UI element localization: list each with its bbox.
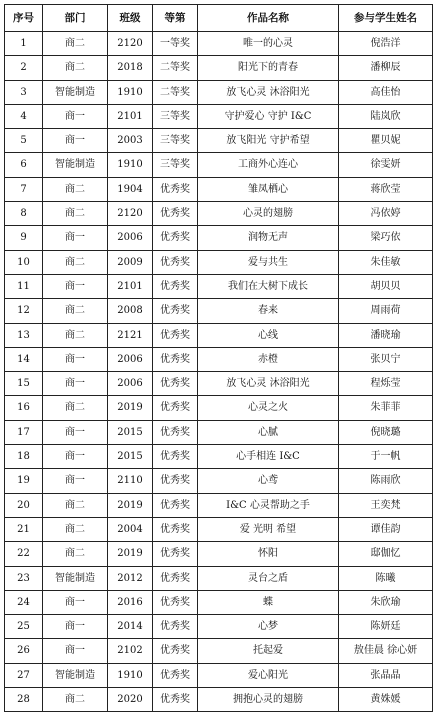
cell-index: 9 bbox=[5, 226, 43, 250]
cell-work-title: 蝶 bbox=[198, 590, 339, 614]
table-row bbox=[5, 493, 433, 517]
cell-grade: 优秀奖 bbox=[153, 274, 198, 298]
cell-class: 2101 bbox=[108, 274, 153, 298]
cell-students: 陈曦 bbox=[339, 566, 433, 590]
cell-index: 10 bbox=[5, 250, 43, 274]
cell-students: 周雨荷 bbox=[339, 299, 433, 323]
cell-work-title: 工商外心连心 bbox=[198, 153, 339, 177]
cell-work-title: 灵台之盾 bbox=[198, 566, 339, 590]
cell-department: 商一 bbox=[43, 274, 108, 298]
cell-work-title: 我们在大树下成长 bbox=[198, 274, 339, 298]
cell-class: 2015 bbox=[108, 445, 153, 469]
table-row bbox=[5, 663, 433, 687]
table-row bbox=[5, 202, 433, 226]
table-row bbox=[5, 372, 433, 396]
cell-work-title: 爱心阳光 bbox=[198, 663, 339, 687]
table-row bbox=[5, 226, 433, 250]
table-body bbox=[5, 32, 433, 712]
cell-index: 3 bbox=[5, 80, 43, 104]
cell-students: 朱佳敏 bbox=[339, 250, 433, 274]
cell-department: 商二 bbox=[43, 177, 108, 201]
cell-department: 商一 bbox=[43, 372, 108, 396]
cell-department: 智能制造 bbox=[43, 153, 108, 177]
cell-work-title: 心腻 bbox=[198, 420, 339, 444]
cell-work-title: 心灵之火 bbox=[198, 396, 339, 420]
cell-department: 商一 bbox=[43, 347, 108, 371]
cell-work-title: 放飞阳光 守护希望 bbox=[198, 129, 339, 153]
cell-work-title: 雏凤栖心 bbox=[198, 177, 339, 201]
cell-index: 1 bbox=[5, 32, 43, 56]
cell-students: 朱欣瑜 bbox=[339, 590, 433, 614]
table-row bbox=[5, 80, 433, 104]
cell-grade: 优秀奖 bbox=[153, 250, 198, 274]
cell-grade: 优秀奖 bbox=[153, 615, 198, 639]
cell-grade: 二等奖 bbox=[153, 56, 198, 80]
cell-work-title: 守护爱心 守护 I&C bbox=[198, 104, 339, 128]
cell-department: 商一 bbox=[43, 445, 108, 469]
cell-students: 陈雨欣 bbox=[339, 469, 433, 493]
cell-grade: 优秀奖 bbox=[153, 566, 198, 590]
cell-students: 徐雯妍 bbox=[339, 153, 433, 177]
cell-class: 2110 bbox=[108, 469, 153, 493]
award-table-container bbox=[4, 4, 432, 712]
cell-class: 2019 bbox=[108, 493, 153, 517]
cell-work-title: 心鸢 bbox=[198, 469, 339, 493]
cell-students: 邸伽忆 bbox=[339, 542, 433, 566]
cell-work-title: 爱与共生 bbox=[198, 250, 339, 274]
cell-department: 商二 bbox=[43, 56, 108, 80]
cell-index: 22 bbox=[5, 542, 43, 566]
cell-department: 商二 bbox=[43, 299, 108, 323]
cell-grade: 优秀奖 bbox=[153, 177, 198, 201]
table-row bbox=[5, 542, 433, 566]
cell-work-title: 春来 bbox=[198, 299, 339, 323]
cell-index: 15 bbox=[5, 372, 43, 396]
cell-grade: 优秀奖 bbox=[153, 226, 198, 250]
cell-index: 2 bbox=[5, 56, 43, 80]
cell-index: 12 bbox=[5, 299, 43, 323]
cell-work-title: 托起爱 bbox=[198, 639, 339, 663]
cell-index: 17 bbox=[5, 420, 43, 444]
cell-students: 梁巧依 bbox=[339, 226, 433, 250]
cell-grade: 优秀奖 bbox=[153, 663, 198, 687]
header-department: 部门 bbox=[43, 5, 108, 32]
cell-index: 19 bbox=[5, 469, 43, 493]
cell-work-title: 赤橙 bbox=[198, 347, 339, 371]
cell-students: 张贝宁 bbox=[339, 347, 433, 371]
cell-class: 2015 bbox=[108, 420, 153, 444]
table-row bbox=[5, 639, 433, 663]
table-row bbox=[5, 250, 433, 274]
cell-class: 1910 bbox=[108, 153, 153, 177]
cell-department: 商二 bbox=[43, 688, 108, 712]
table-row bbox=[5, 104, 433, 128]
cell-students: 冯依婷 bbox=[339, 202, 433, 226]
table-row bbox=[5, 615, 433, 639]
cell-grade: 优秀奖 bbox=[153, 323, 198, 347]
cell-department: 商二 bbox=[43, 202, 108, 226]
header-row bbox=[5, 5, 433, 32]
cell-index: 4 bbox=[5, 104, 43, 128]
cell-grade: 优秀奖 bbox=[153, 517, 198, 541]
cell-class: 2004 bbox=[108, 517, 153, 541]
cell-department: 商二 bbox=[43, 542, 108, 566]
cell-grade: 三等奖 bbox=[153, 153, 198, 177]
cell-department: 商一 bbox=[43, 420, 108, 444]
cell-grade: 优秀奖 bbox=[153, 469, 198, 493]
cell-grade: 优秀奖 bbox=[153, 299, 198, 323]
cell-department: 商一 bbox=[43, 590, 108, 614]
cell-students: 倪晓璐 bbox=[339, 420, 433, 444]
cell-department: 商一 bbox=[43, 469, 108, 493]
cell-department: 商一 bbox=[43, 615, 108, 639]
cell-class: 2019 bbox=[108, 542, 153, 566]
cell-students: 潘柳辰 bbox=[339, 56, 433, 80]
cell-class: 2121 bbox=[108, 323, 153, 347]
cell-students: 陈妍廷 bbox=[339, 615, 433, 639]
cell-students: 于一帆 bbox=[339, 445, 433, 469]
cell-students: 潘晓瑜 bbox=[339, 323, 433, 347]
cell-class: 2020 bbox=[108, 688, 153, 712]
table-row bbox=[5, 32, 433, 56]
cell-department: 智能制造 bbox=[43, 663, 108, 687]
award-table bbox=[4, 4, 433, 712]
cell-work-title: 心梦 bbox=[198, 615, 339, 639]
cell-students: 倪浩洋 bbox=[339, 32, 433, 56]
cell-grade: 优秀奖 bbox=[153, 347, 198, 371]
cell-class: 2006 bbox=[108, 226, 153, 250]
cell-index: 23 bbox=[5, 566, 43, 590]
cell-index: 8 bbox=[5, 202, 43, 226]
cell-class: 2018 bbox=[108, 56, 153, 80]
cell-class: 2003 bbox=[108, 129, 153, 153]
cell-work-title: 润物无声 bbox=[198, 226, 339, 250]
cell-grade: 优秀奖 bbox=[153, 493, 198, 517]
table-row bbox=[5, 590, 433, 614]
cell-work-title: 放飞心灵 沐浴阳光 bbox=[198, 372, 339, 396]
table-row bbox=[5, 517, 433, 541]
cell-class: 2019 bbox=[108, 396, 153, 420]
table-row bbox=[5, 129, 433, 153]
cell-index: 28 bbox=[5, 688, 43, 712]
table-row bbox=[5, 688, 433, 712]
cell-students: 陆岚欣 bbox=[339, 104, 433, 128]
cell-students: 瞿贝妮 bbox=[339, 129, 433, 153]
cell-work-title: 阳光下的青春 bbox=[198, 56, 339, 80]
cell-grade: 优秀奖 bbox=[153, 590, 198, 614]
cell-work-title: 爱 光明 希望 bbox=[198, 517, 339, 541]
cell-class: 2008 bbox=[108, 299, 153, 323]
cell-department: 智能制造 bbox=[43, 566, 108, 590]
cell-students: 谭佳韵 bbox=[339, 517, 433, 541]
cell-students: 程烁莹 bbox=[339, 372, 433, 396]
cell-department: 商二 bbox=[43, 32, 108, 56]
cell-index: 25 bbox=[5, 615, 43, 639]
cell-students: 蒋欣莹 bbox=[339, 177, 433, 201]
cell-students: 王奕梵 bbox=[339, 493, 433, 517]
cell-students: 高佳怡 bbox=[339, 80, 433, 104]
cell-grade: 优秀奖 bbox=[153, 639, 198, 663]
cell-work-title: I&C 心灵帮助之手 bbox=[198, 493, 339, 517]
cell-grade: 三等奖 bbox=[153, 104, 198, 128]
cell-students: 胡贝贝 bbox=[339, 274, 433, 298]
cell-department: 智能制造 bbox=[43, 80, 108, 104]
cell-department: 商二 bbox=[43, 493, 108, 517]
cell-work-title: 心线 bbox=[198, 323, 339, 347]
cell-grade: 优秀奖 bbox=[153, 688, 198, 712]
cell-index: 11 bbox=[5, 274, 43, 298]
cell-index: 18 bbox=[5, 445, 43, 469]
cell-index: 20 bbox=[5, 493, 43, 517]
cell-class: 2014 bbox=[108, 615, 153, 639]
table-row bbox=[5, 299, 433, 323]
cell-class: 2006 bbox=[108, 347, 153, 371]
cell-class: 2120 bbox=[108, 202, 153, 226]
cell-class: 1904 bbox=[108, 177, 153, 201]
cell-class: 2102 bbox=[108, 639, 153, 663]
cell-class: 2012 bbox=[108, 566, 153, 590]
cell-class: 2120 bbox=[108, 32, 153, 56]
table-row bbox=[5, 566, 433, 590]
cell-index: 13 bbox=[5, 323, 43, 347]
cell-work-title: 心手相连 I&C bbox=[198, 445, 339, 469]
header-index: 序号 bbox=[5, 5, 43, 32]
cell-index: 21 bbox=[5, 517, 43, 541]
cell-index: 7 bbox=[5, 177, 43, 201]
table-row bbox=[5, 347, 433, 371]
cell-index: 26 bbox=[5, 639, 43, 663]
cell-grade: 优秀奖 bbox=[153, 420, 198, 444]
table-row bbox=[5, 445, 433, 469]
cell-work-title: 怀阳 bbox=[198, 542, 339, 566]
cell-class: 2016 bbox=[108, 590, 153, 614]
table-row bbox=[5, 469, 433, 493]
cell-grade: 三等奖 bbox=[153, 129, 198, 153]
cell-department: 商一 bbox=[43, 639, 108, 663]
header-grade: 等第 bbox=[153, 5, 198, 32]
cell-students: 敖佳晨 徐心妍 bbox=[339, 639, 433, 663]
cell-class: 2009 bbox=[108, 250, 153, 274]
cell-index: 27 bbox=[5, 663, 43, 687]
header-class: 班级 bbox=[108, 5, 153, 32]
cell-work-title: 唯一的心灵 bbox=[198, 32, 339, 56]
header-work-title: 作品名称 bbox=[198, 5, 339, 32]
cell-grade: 优秀奖 bbox=[153, 202, 198, 226]
cell-grade: 优秀奖 bbox=[153, 445, 198, 469]
cell-index: 14 bbox=[5, 347, 43, 371]
cell-index: 6 bbox=[5, 153, 43, 177]
table-row bbox=[5, 396, 433, 420]
cell-students: 张晶晶 bbox=[339, 663, 433, 687]
table-row bbox=[5, 177, 433, 201]
cell-grade: 优秀奖 bbox=[153, 372, 198, 396]
cell-work-title: 放飞心灵 沐浴阳光 bbox=[198, 80, 339, 104]
cell-department: 商一 bbox=[43, 104, 108, 128]
cell-department: 商一 bbox=[43, 226, 108, 250]
cell-index: 5 bbox=[5, 129, 43, 153]
cell-class: 1910 bbox=[108, 80, 153, 104]
cell-work-title: 拥抱心灵的翅膀 bbox=[198, 688, 339, 712]
header-students: 参与学生姓名 bbox=[339, 5, 433, 32]
cell-work-title: 心灵的翅膀 bbox=[198, 202, 339, 226]
cell-students: 黄姝媛 bbox=[339, 688, 433, 712]
cell-grade: 优秀奖 bbox=[153, 396, 198, 420]
cell-department: 商二 bbox=[43, 396, 108, 420]
cell-class: 2006 bbox=[108, 372, 153, 396]
cell-grade: 一等奖 bbox=[153, 32, 198, 56]
cell-grade: 二等奖 bbox=[153, 80, 198, 104]
table-row bbox=[5, 323, 433, 347]
cell-department: 商二 bbox=[43, 323, 108, 347]
cell-grade: 优秀奖 bbox=[153, 542, 198, 566]
table-row bbox=[5, 153, 433, 177]
cell-index: 16 bbox=[5, 396, 43, 420]
table-row bbox=[5, 420, 433, 444]
cell-department: 商二 bbox=[43, 517, 108, 541]
table-row bbox=[5, 274, 433, 298]
cell-department: 商一 bbox=[43, 129, 108, 153]
cell-students: 朱菲菲 bbox=[339, 396, 433, 420]
cell-department: 商二 bbox=[43, 250, 108, 274]
cell-index: 24 bbox=[5, 590, 43, 614]
table-row bbox=[5, 56, 433, 80]
cell-class: 2101 bbox=[108, 104, 153, 128]
cell-class: 1910 bbox=[108, 663, 153, 687]
